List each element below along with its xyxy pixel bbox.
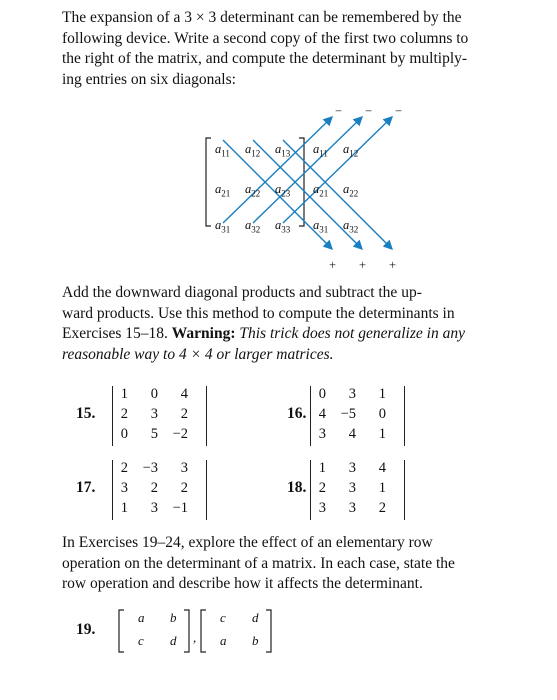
determinant-entry: 1 [378,426,386,442]
determinant-entry: 5 [150,426,158,442]
matrix-separator: , [193,630,197,645]
diagram-entry: $a_{11}$ [313,142,328,159]
exercise-label: 15. [76,405,96,422]
warning-label: Warning: [171,325,236,342]
diagram-entry: $a_{12}$ [245,142,261,159]
exercise-19-brackets [118,606,318,656]
intro-line: the right of the matrix, and compute the determinant by multiply- [62,50,468,67]
determinant-entry: 4 [318,406,326,422]
exercise-label: 16. [287,405,307,422]
plus-sign: + [389,258,397,272]
determinant-entry: 3 [348,480,356,496]
determinant-entry: −2 [172,426,188,442]
intro-paragraph [62,8,532,90]
matrix-entry: a [138,610,145,625]
matrix-entry: a [220,633,227,648]
matrix-entry: d [170,633,177,648]
up-diagonal [283,118,391,223]
left-bracket [206,138,211,226]
determinant-entry: 3 [318,500,326,516]
intro-line: following device. Write a second copy of the first two columns to [62,29,469,47]
minus-sign: − [365,104,373,118]
determinant-bar [206,460,207,520]
determinant-entry: 0 [120,426,128,442]
rule-line: Add the downward diagonal products and subtract the up- [62,284,422,301]
determinant-bar [404,460,405,520]
determinant [310,460,410,520]
exercise-label: 17. [76,479,96,496]
matrix-entry: c [138,633,144,648]
matrix-entry: b [252,633,259,648]
determinant-entry: 2 [318,480,326,496]
determinant-entry: 3 [348,386,356,402]
determinant-entry: 4 [348,426,356,442]
determinant [112,386,212,446]
determinant-entry: 3 [348,500,356,516]
determinant-entry: 3 [150,500,158,516]
determinant [112,460,212,520]
determinant-entry: −5 [340,406,356,422]
determinant-entry: 4 [378,460,386,476]
determinant-entry: 0 [378,406,386,422]
determinant-entry: 4 [180,386,188,402]
diagram-entry: $a_{32}$ [343,218,359,235]
diagram-entry: $a_{21}$ [215,182,231,199]
matrix-entry: c [220,610,226,625]
warning-text: This trick does not generalize in any [235,325,465,342]
down-diagonal [283,140,391,248]
rule-line-text: Exercises 15–18. [62,325,168,342]
determinant-entry: 3 [150,406,158,422]
warning-text: reasonable way to 4 × 4 or larger matrices. [62,345,334,363]
matrix-entry: b [170,610,177,625]
minus-sign: − [335,104,343,118]
exercise-label: 18. [287,479,307,496]
determinant-entry: 2 [180,480,188,496]
matrix-entry: d [252,610,259,625]
rule-line: ward products. Use this method to compute the determinants in [62,304,455,322]
determinant-entry: 3 [180,460,188,476]
determinant-entry: −1 [172,500,188,516]
explore-line: In Exercises 19–24, explore the effect of an elementary row [62,534,433,551]
rule-line [62,324,532,345]
diagram-entry: $a_{33}$ [275,218,291,235]
determinant-entry: 3 [348,460,356,476]
determinant [310,386,410,446]
plus-sign: + [359,258,367,272]
diagram-entry: $a_{31}$ [215,218,231,235]
diagram-entry: $a_{11}$ [215,142,230,159]
determinant-bar [404,386,405,446]
diagonal-diagram [195,98,415,278]
up-diagonal [253,118,361,223]
determinant-entry: 2 [120,406,128,422]
determinant-entry: 0 [150,386,158,402]
determinant-entry: 1 [120,500,128,516]
exercise-label: 19. [76,621,96,638]
determinant-entry: 3 [318,426,326,442]
rule-paragraph [62,283,532,365]
explore-line: operation on the determinant of a matrix. In each case, state the [62,554,455,572]
determinant-entry: 1 [120,386,128,402]
determinant-entry: 2 [378,500,386,516]
diagram-entry: $a_{22}$ [245,182,261,199]
determinant-entry: 0 [318,386,326,402]
diagram-entry: $a_{23}$ [275,182,291,199]
diagram-entry: $a_{32}$ [245,218,261,235]
determinant-entry: 2 [180,406,188,422]
up-diagonal [223,118,331,223]
intro-line: The expansion of a 3 × 3 determinant can be remembered by the [62,9,462,26]
determinant-entry: 3 [120,480,128,496]
diagram-entry: $a_{21}$ [313,182,329,199]
explore-line: row operation and describe how it affects the determinant. [62,575,423,592]
right-bracket [299,138,304,226]
diagram-entry: $a_{22}$ [343,182,359,199]
explore-paragraph [62,533,532,595]
determinant-entry: −3 [142,460,158,476]
determinant-bar [206,386,207,446]
rule-line [62,345,532,366]
determinant-entry: 1 [318,460,326,476]
determinant-entry: 1 [378,480,386,496]
diagram-entry: $a_{31}$ [313,218,329,235]
determinant-entry: 2 [150,480,158,496]
minus-sign: − [395,104,403,118]
diagram-entry: $a_{13}$ [275,142,291,159]
plus-sign: + [329,258,337,272]
determinant-entry: 1 [378,386,386,402]
intro-line: ing entries on six diagonals: [62,70,236,88]
diagram-entry: $a_{12}$ [343,142,359,159]
determinant-entry: 2 [120,460,128,476]
